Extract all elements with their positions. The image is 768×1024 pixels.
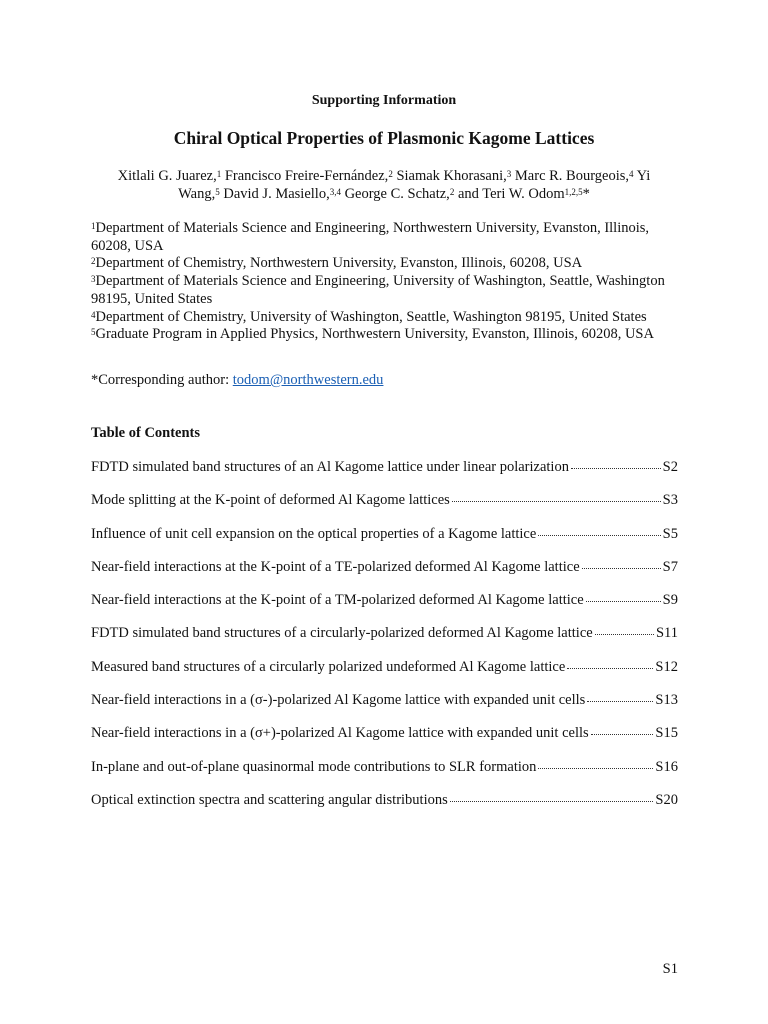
author-name: * xyxy=(582,186,590,202)
author-affiliation-marker: 2 xyxy=(449,187,455,197)
author-list xyxy=(100,167,668,203)
author-affiliation-marker: 3,4 xyxy=(329,187,341,197)
toc-entry-page: S16 xyxy=(655,758,678,775)
supporting-information-label: Supporting Information xyxy=(311,93,457,108)
toc-entry-page: S13 xyxy=(655,692,678,709)
toc-entry-page: S12 xyxy=(655,658,678,675)
affiliation-number: 2 xyxy=(91,256,96,267)
author-affiliation-marker: 5 xyxy=(215,187,220,197)
toc-entry-title: Near-field interactions in a (σ-)-polarized Al Kagome lattice with expanded unit cells xyxy=(91,692,586,709)
affiliation-text: Department of Chemistry, University of Washington, Seattle, Washington 98195, United States xyxy=(95,308,647,325)
toc-entry-page: S2 xyxy=(662,459,678,475)
corresponding-author-label: *Corresponding author: xyxy=(91,372,233,388)
affiliation xyxy=(91,220,681,255)
toc-entry[interactable] xyxy=(91,492,678,525)
toc-entry[interactable] xyxy=(91,559,678,592)
affiliation xyxy=(91,273,681,308)
corresponding-author xyxy=(91,372,383,389)
author-name: George C. Schatz, xyxy=(340,186,450,202)
toc-entry[interactable] xyxy=(91,459,678,492)
toc-entry-page: S9 xyxy=(662,592,678,609)
affiliation-text: Department of Chemistry, Northwestern University, Evanston, Illinois, 60208, USA xyxy=(95,255,583,272)
toc-entry[interactable] xyxy=(91,659,678,692)
toc-entry-page: S5 xyxy=(662,525,678,542)
toc-dot-leader xyxy=(571,458,661,469)
paper-title: Chiral Optical Properties of Plasmonic Kagome Lattices xyxy=(173,128,595,148)
toc-entry-title: In-plane and out-of-plane quasinormal mode contributions to SLR formation xyxy=(91,758,537,775)
affiliation-text: Graduate Program in Applied Physics, Northwestern University, Evanston, Illinois, 60208, USA xyxy=(95,326,654,343)
author-name: Francisco Freire-Fernández, xyxy=(221,168,389,184)
toc-heading: Table of Contents xyxy=(91,425,201,441)
toc-entry-page: S15 xyxy=(655,725,678,742)
author-name: Xitlali G. Juarez, xyxy=(117,168,217,184)
toc-dot-leader xyxy=(582,558,661,569)
toc-entry-title: Mode splitting at the K-point of deformed Al Kagome lattices xyxy=(91,492,450,509)
toc-dot-leader xyxy=(595,624,654,635)
toc-dot-leader xyxy=(538,758,653,769)
toc-entry-page: S3 xyxy=(662,492,678,509)
toc-entry-title: Measured band structures of a circularly polarized undeformed Al Kagome lattice xyxy=(91,658,566,675)
toc-entry-title: Near-field interactions at the K-point of a TM-polarized deformed Al Kagome lattice xyxy=(91,592,584,609)
toc-entry[interactable] xyxy=(91,725,678,758)
author-name: and Teri W. Odom xyxy=(454,186,565,202)
toc-entry[interactable] xyxy=(91,759,678,792)
affiliation-number: 4 xyxy=(91,309,96,320)
toc-dot-leader xyxy=(450,791,654,802)
author-affiliation-marker: 1 xyxy=(216,169,222,179)
toc-entry-page: S7 xyxy=(662,558,678,575)
affiliation xyxy=(91,309,681,327)
toc-dot-leader xyxy=(591,724,654,735)
affiliation-list xyxy=(91,220,681,344)
author-name: David J. Masiello, xyxy=(219,186,330,202)
affiliation-text: Department of Materials Science and Engineering, Northwestern University, Evanston, Illinois, 60208, USA xyxy=(91,220,650,254)
toc-entry-title: FDTD simulated band structures of an Al Kagome lattice under linear polarization xyxy=(91,459,569,475)
toc-entry[interactable] xyxy=(91,592,678,625)
author-affiliation-marker: 1,2,5 xyxy=(564,187,583,197)
affiliation-text: Department of Materials Science and Engineering, University of Washington, Seattle, Washington 98195, United States xyxy=(91,273,665,307)
toc-entry[interactable] xyxy=(91,625,678,658)
author-name: Marc R. Bourgeois, xyxy=(511,168,630,184)
affiliation-number: 1 xyxy=(91,221,96,231)
toc-entry-title: Near-field interactions in a (σ+)-polarized Al Kagome lattice with expanded unit cells xyxy=(91,725,589,742)
toc-entry-title: Optical extinction spectra and scattering angular distributions xyxy=(91,791,448,808)
toc-dot-leader xyxy=(452,491,661,502)
author-name: Siamak Khorasani, xyxy=(392,168,507,184)
author-affiliation-marker: 2 xyxy=(388,169,393,179)
affiliation-number: 3 xyxy=(91,274,96,285)
affiliation xyxy=(91,255,681,273)
toc-entry-page: S20 xyxy=(655,791,678,808)
toc-entry-title: Near-field interactions at the K-point of a TE-polarized deformed Al Kagome lattice xyxy=(91,558,580,575)
table-of-contents xyxy=(91,459,678,825)
toc-dot-leader xyxy=(586,591,661,602)
toc-entry-title: FDTD simulated band structures of a circularly-polarized deformed Al Kagome lattice xyxy=(91,625,593,642)
toc-entry-title: Influence of unit cell expansion on the optical properties of a Kagome lattice xyxy=(91,525,537,542)
toc-entry[interactable] xyxy=(91,526,678,559)
corresponding-email-link[interactable]: todom@northwestern.edu xyxy=(232,372,384,388)
affiliation xyxy=(91,326,681,344)
page-number: S1 xyxy=(662,961,678,977)
author-name: Yi Wang, xyxy=(178,168,651,202)
toc-entry[interactable] xyxy=(91,792,678,825)
toc-dot-leader xyxy=(587,691,653,702)
author-affiliation-marker: 4 xyxy=(629,169,634,179)
author-affiliation-marker: 3 xyxy=(506,169,512,179)
toc-entry[interactable] xyxy=(91,692,678,725)
toc-dot-leader xyxy=(538,525,660,536)
affiliation-number: 5 xyxy=(91,327,96,338)
toc-dot-leader xyxy=(567,658,653,669)
toc-entry-page: S11 xyxy=(655,625,678,642)
